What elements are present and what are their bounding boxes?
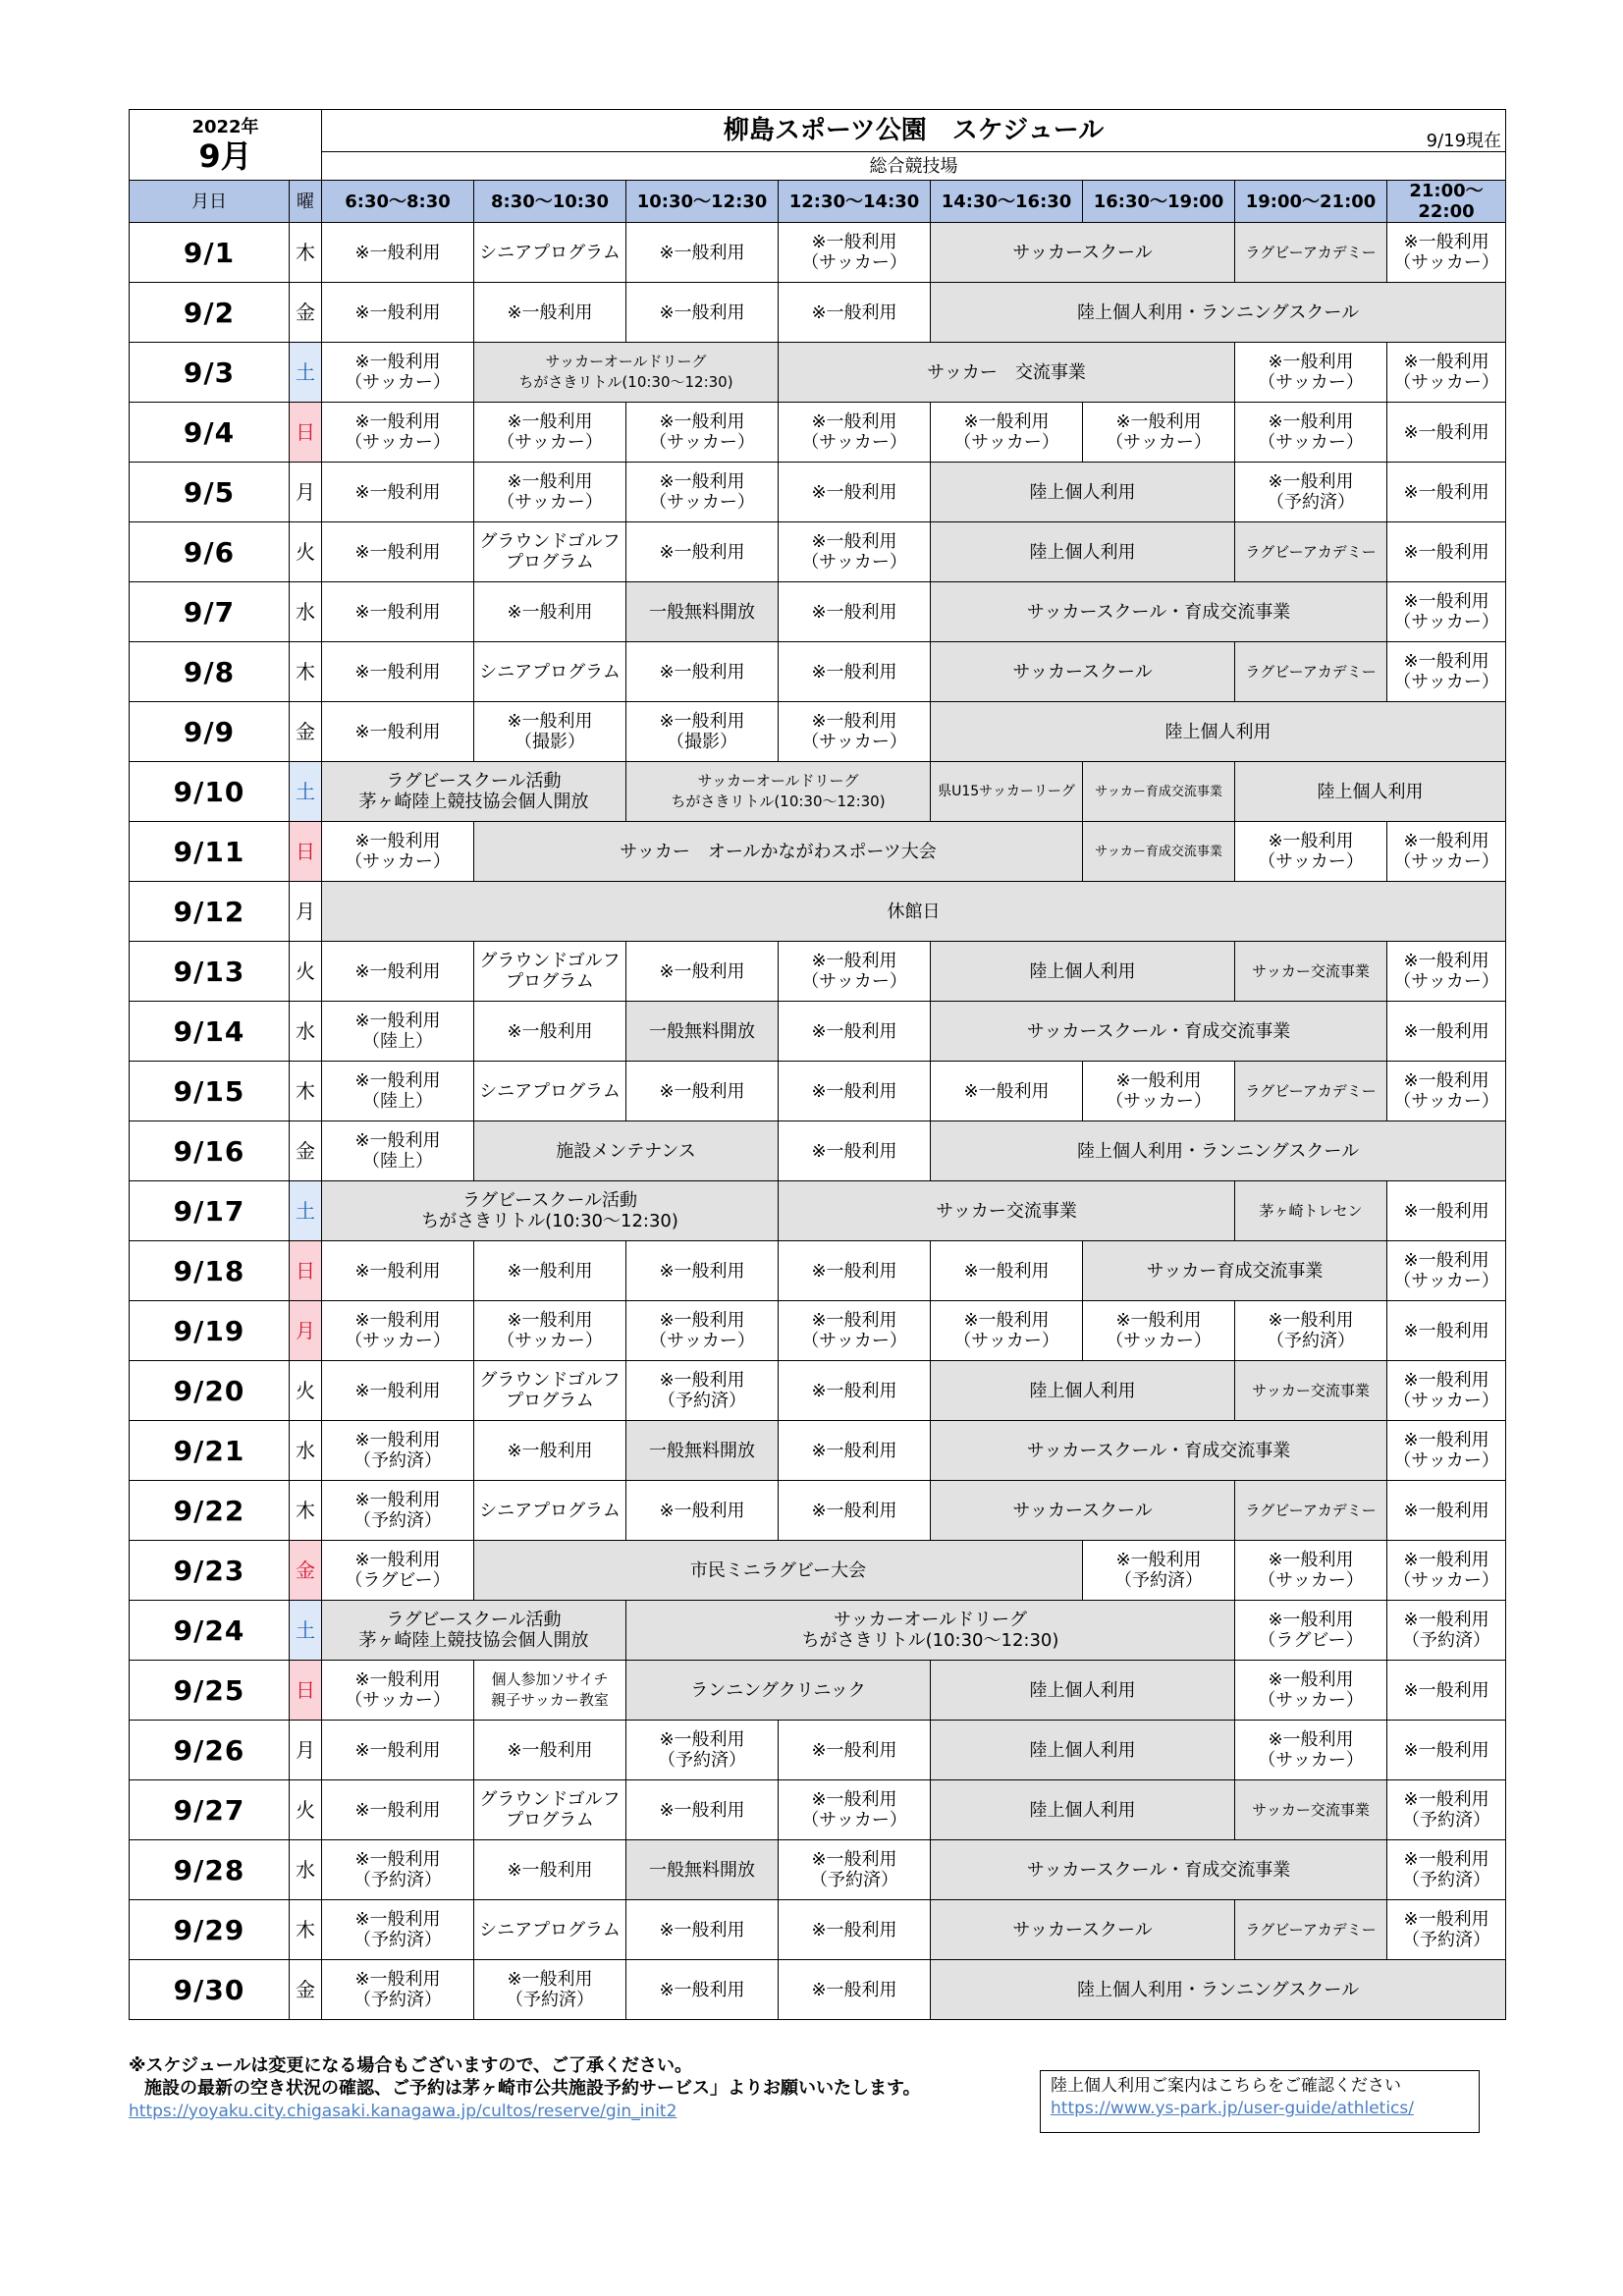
column-header-dow: 曜 [290,181,322,223]
slot-cell: サッカー交流事業 [1235,1361,1387,1421]
slot-cell: サッカー交流事業 [1235,942,1387,1002]
event-block: サッカー 交流事業 [779,343,1235,403]
schedule-row [130,702,1506,762]
weekday-cell: 金 [290,1121,322,1181]
slot-cell: ※一般利用 [322,283,474,343]
event-block: サッカー オールかながわスポーツ大会 [474,822,1083,882]
schedule-row [130,283,1506,343]
event-block: サッカーオールドリーグ ちがさきリトル(10:30～12:30) [626,1601,1235,1661]
slot-cell: ※一般利用 [931,1241,1083,1301]
slot-cell: ※一般利用 （サッカー） [1387,822,1506,882]
slot-cell: ※一般利用 [779,1062,931,1121]
event-block: サッカースクール [931,642,1235,702]
note-reservation: 施設の最新の空き状況の確認、ご予約は茅ヶ崎市公共施設予約サービス」よりお願いいたします。 [144,2078,921,2099]
schedule-row [130,463,1506,522]
event-block: 陸上個人利用 [931,1361,1235,1421]
slot-cell: ※一般利用 [1387,463,1506,522]
date-cell: 9/29 [130,1900,290,1960]
reservation-link[interactable]: https://yoyaku.city.chigasaki.kanagawa.jp/cultos/reserve/gin_init2 [129,2102,677,2121]
slot-cell: ※一般利用 （サッカー） [1387,343,1506,403]
slot-cell: ※一般利用 （サッカー） [1235,1661,1387,1721]
year-label: 2022年 [191,116,259,137]
weekday-cell: 金 [290,283,322,343]
column-header-slot: 21:00～22:00 [1387,181,1506,223]
slot-cell: ラグビーアカデミー [1235,223,1387,283]
date-cell: 9/20 [130,1361,290,1421]
slot-cell: ※一般利用 （サッカー） [1387,1361,1506,1421]
weekday-cell: 水 [290,1840,322,1900]
date-cell: 9/11 [130,822,290,882]
weekday-cell: 土 [290,1601,322,1661]
slot-cell: ※一般利用 （サッカー） [1387,1241,1506,1301]
slot-cell: ※一般利用 [779,1481,931,1541]
date-cell: 9/17 [130,1181,290,1241]
slot-cell: ※一般利用 （サッカー） [931,1301,1083,1361]
slot-cell: ※一般利用 [474,1002,626,1062]
date-cell: 9/10 [130,762,290,822]
slot-cell: 一般無料開放 [626,1840,779,1900]
slot-cell: 一般無料開放 [626,1002,779,1062]
slot-cell: ※一般利用 （予約済） [474,1960,626,2020]
slot-cell: ※一般利用 （サッカー） [626,403,779,463]
slot-cell: ※一般利用 [779,642,931,702]
schedule-row [130,1002,1506,1062]
slot-cell: ※一般利用 （サッカー） [779,403,931,463]
schedule-row [130,223,1506,283]
event-block: 市民ミニラグビー大会 [474,1541,1083,1601]
slot-cell: ※一般利用 [322,1361,474,1421]
slot-cell: ※一般利用 （予約済） [626,1721,779,1780]
weekday-cell: 木 [290,1062,322,1121]
slot-cell: ※一般利用 [1387,1181,1506,1241]
slot-cell: ※一般利用 （サッカー） [779,1780,931,1840]
slot-cell: ※一般利用 [626,1900,779,1960]
event-block: サッカースクール・育成交流事業 [931,1421,1387,1481]
weekday-cell: 月 [290,1721,322,1780]
schedule-table [129,109,1506,2020]
date-cell: 9/14 [130,1002,290,1062]
slot-cell: ※一般利用 （サッカー） [1235,1721,1387,1780]
event-block: サッカー育成交流事業 [1083,1241,1387,1301]
event-block: ラグビースクール活動 ちがさきリトル(10:30～12:30) [322,1181,779,1241]
slot-cell: ※一般利用 （予約済） [1387,1840,1506,1900]
date-cell: 9/13 [130,942,290,1002]
event-block: サッカースクール [931,223,1235,283]
slot-cell: ※一般利用 （サッカー） [1387,223,1506,283]
weekday-cell: 日 [290,1241,322,1301]
schedule-row [130,1361,1506,1421]
slot-cell: ※一般利用 [474,1840,626,1900]
slot-cell: ※一般利用 [474,283,626,343]
event-block: 陸上個人利用・ランニングスクール [931,283,1506,343]
slot-cell: ※一般利用 [626,942,779,1002]
slot-cell: ※一般利用 （予約済） [322,1840,474,1900]
date-cell: 9/7 [130,582,290,642]
slot-cell: ※一般利用 （撮影） [626,702,779,762]
slot-cell: ラグビーアカデミー [1235,1062,1387,1121]
slot-cell: ラグビーアカデミー [1235,1900,1387,1960]
slot-cell: ※一般利用 （予約済） [1387,1900,1506,1960]
weekday-cell: 水 [290,1002,322,1062]
date-cell: 9/1 [130,223,290,283]
slot-cell: ※一般利用 [1387,1661,1506,1721]
page-title [322,110,1506,152]
weekday-cell: 木 [290,642,322,702]
slot-cell: ※一般利用 [779,1121,931,1181]
slot-cell: ※一般利用 [779,1421,931,1481]
date-cell: 9/27 [130,1780,290,1840]
slot-cell: ※一般利用 （サッカー） [1083,1301,1235,1361]
event-block: ランニングクリニック [626,1661,931,1721]
slot-cell: シニアプログラム [474,223,626,283]
event-block: サッカー交流事業 [779,1181,1235,1241]
column-header-slot: 19:00～21:00 [1235,181,1387,223]
schedule-row [130,942,1506,1002]
slot-cell: ※一般利用 [474,582,626,642]
event-block: サッカースクール・育成交流事業 [931,1840,1387,1900]
weekday-cell: 火 [290,522,322,582]
slot-cell: ※一般利用 [626,1062,779,1121]
slot-cell: ※一般利用 （サッカー） [474,403,626,463]
event-block: 陸上個人利用 [1235,762,1506,822]
event-block: 陸上個人利用 [931,942,1235,1002]
athletics-info-link[interactable]: https://www.ys-park.jp/user-guide/athletics/ [1051,2099,1414,2118]
slot-cell: ※一般利用 （サッカー） [779,942,931,1002]
date-cell: 9/16 [130,1121,290,1181]
slot-cell: ※一般利用 （サッカー） [322,822,474,882]
date-cell: 9/3 [130,343,290,403]
date-cell: 9/23 [130,1541,290,1601]
slot-cell: ※一般利用 [322,522,474,582]
weekday-cell: 月 [290,1301,322,1361]
date-cell: 9/21 [130,1421,290,1481]
slot-cell: ※一般利用 （予約済） [1387,1780,1506,1840]
slot-cell: ※一般利用 （サッカー） [322,343,474,403]
event-block: サッカースクール [931,1900,1235,1960]
date-cell: 9/12 [130,882,290,942]
date-cell: 9/19 [130,1301,290,1361]
slot-cell: ※一般利用 （予約済） [1235,1301,1387,1361]
schedule-row [130,1481,1506,1541]
slot-cell: ※一般利用 [626,1241,779,1301]
slot-cell: グラウンドゴルフ プログラム [474,942,626,1002]
date-cell: 9/5 [130,463,290,522]
weekday-cell: 土 [290,343,322,403]
slot-cell: ※一般利用 （陸上） [322,1002,474,1062]
month-label [130,110,322,181]
slot-cell: ※一般利用 [1387,1002,1506,1062]
slot-cell: ※一般利用 [322,463,474,522]
slot-cell: ※一般利用 [322,642,474,702]
event-block: サッカーオールドリーグ ちがさきリトル(10:30～12:30) [474,343,779,403]
slot-cell: ※一般利用 [322,942,474,1002]
schedule-row [130,1840,1506,1900]
slot-cell: ※一般利用 [931,1062,1083,1121]
slot-cell: ※一般利用 [474,1421,626,1481]
slot-cell: 一般無料開放 [626,582,779,642]
slot-cell: ※一般利用 [779,1002,931,1062]
slot-cell: ※一般利用 [322,582,474,642]
schedule-row [130,343,1506,403]
slot-cell: シニアプログラム [474,642,626,702]
slot-cell: ※一般利用 [322,702,474,762]
date-cell: 9/26 [130,1721,290,1780]
event-block: 陸上個人利用・ランニングスクール [931,1960,1506,2020]
event-block: ラグビースクール活動 茅ヶ崎陸上競技協会個人開放 [322,1601,626,1661]
schedule-row [130,1541,1506,1601]
venue-label: 総合競技場 [322,152,1506,181]
schedule-row [130,762,1506,822]
event-block: 陸上個人利用 [931,1661,1235,1721]
slot-cell: ※一般利用 [779,582,931,642]
slot-cell: シニアプログラム [474,1900,626,1960]
slot-cell: ※一般利用 [626,1780,779,1840]
slot-cell: ※一般利用 （予約済） [779,1840,931,1900]
weekday-cell: 月 [290,882,322,942]
weekday-cell: 日 [290,1661,322,1721]
event-block: サッカースクール・育成交流事業 [931,582,1387,642]
date-cell: 9/4 [130,403,290,463]
slot-cell: ※一般利用 （予約済） [1235,463,1387,522]
slot-cell: グラウンドゴルフ プログラム [474,522,626,582]
slot-cell: ※一般利用 [322,1780,474,1840]
schedule-row [130,1121,1506,1181]
event-block: 陸上個人利用 [931,702,1506,762]
slot-cell: サッカー育成交流事業 [1083,762,1235,822]
slot-cell: ラグビーアカデミー [1235,642,1387,702]
slot-cell: ※一般利用 （予約済） [322,1900,474,1960]
slot-cell: ※一般利用 （サッカー） [779,1301,931,1361]
slot-cell: ※一般利用 （撮影） [474,702,626,762]
date-cell: 9/8 [130,642,290,702]
slot-cell: ※一般利用 （サッカー） [322,1301,474,1361]
slot-cell: 茅ヶ崎トレセン [1235,1181,1387,1241]
slot-cell: サッカー育成交流事業 [1083,822,1235,882]
slot-cell: ※一般利用 （予約済） [626,1361,779,1421]
schedule-row [130,1601,1506,1661]
slot-cell: ※一般利用 [779,1241,931,1301]
slot-cell: ※一般利用 （サッカー） [322,403,474,463]
slot-cell: ※一般利用 （サッカー） [1387,1541,1506,1601]
schedule-row [130,1241,1506,1301]
schedule-row [130,1900,1506,1960]
slot-cell: ※一般利用 [779,1361,931,1421]
slot-cell: ※一般利用 [779,1900,931,1960]
weekday-cell: 木 [290,1900,322,1960]
slot-cell: ※一般利用 （サッカー） [1235,1541,1387,1601]
date-cell: 9/15 [130,1062,290,1121]
slot-cell: ※一般利用 [1387,522,1506,582]
slot-cell: 一般無料開放 [626,1421,779,1481]
event-block: 陸上個人利用 [931,522,1235,582]
date-cell: 9/28 [130,1840,290,1900]
weekday-cell: 土 [290,1181,322,1241]
slot-cell: ※一般利用 [626,1960,779,2020]
slot-cell: サッカー交流事業 [1235,1780,1387,1840]
slot-cell: ※一般利用 [1387,403,1506,463]
column-header-slot: 10:30～12:30 [626,181,779,223]
weekday-cell: 日 [290,822,322,882]
slot-cell: ※一般利用 [1387,1481,1506,1541]
date-cell: 9/30 [130,1960,290,2020]
slot-cell: ※一般利用 [322,223,474,283]
slot-cell: シニアプログラム [474,1062,626,1121]
as-of-date: 9/19現在 [1426,131,1502,151]
schedule-row [130,882,1506,942]
notes-section [129,2054,1071,2123]
schedule-row [130,1960,1506,2020]
slot-cell: シニアプログラム [474,1481,626,1541]
slot-cell: ※一般利用 （サッカー） [1387,1421,1506,1481]
slot-cell: ラグビーアカデミー [1235,1481,1387,1541]
weekday-cell: 火 [290,1780,322,1840]
event-block: 陸上個人利用 [931,463,1235,522]
slot-cell: ※一般利用 （サッカー） [1387,642,1506,702]
schedule-row [130,1721,1506,1780]
slot-cell: ※一般利用 [474,1721,626,1780]
note-change: ※スケジュールは変更になる場合もございますので、ご了承ください。 [129,2055,693,2076]
date-cell: 9/22 [130,1481,290,1541]
slot-cell: ※一般利用 [322,1241,474,1301]
slot-cell: ※一般利用 [779,1721,931,1780]
column-header-slot: 14:30～16:30 [931,181,1083,223]
date-cell: 9/2 [130,283,290,343]
slot-cell: ※一般利用 （予約済） [1083,1541,1235,1601]
schedule-row [130,582,1506,642]
schedule-row [130,1780,1506,1840]
weekday-cell: 水 [290,582,322,642]
slot-cell: ※一般利用 （陸上） [322,1121,474,1181]
weekday-cell: 金 [290,702,322,762]
slot-cell: ※一般利用 （サッカー） [1235,822,1387,882]
event-block: サッカースクール [931,1481,1235,1541]
column-header-slot: 8:30～10:30 [474,181,626,223]
slot-cell: ※一般利用 （サッカー） [1387,942,1506,1002]
slot-cell: ※一般利用 （サッカー） [931,403,1083,463]
weekday-cell: 水 [290,1421,322,1481]
slot-cell: ※一般利用 （サッカー） [474,463,626,522]
weekday-cell: 金 [290,1960,322,2020]
slot-cell: ※一般利用 [779,1960,931,2020]
column-header-date: 月日 [130,181,290,223]
date-cell: 9/9 [130,702,290,762]
month-value: 9月 [198,137,252,175]
slot-cell: ※一般利用 （サッカー） [626,463,779,522]
schedule-row [130,403,1506,463]
slot-cell: ※一般利用 （サッカー） [1235,403,1387,463]
weekday-cell: 火 [290,942,322,1002]
title-text: 柳島スポーツ公園 スケジュール [723,115,1105,145]
slot-cell: ※一般利用 （ラグビー） [322,1541,474,1601]
slot-cell: ※一般利用 [779,463,931,522]
slot-cell: ※一般利用 （サッカー） [1235,343,1387,403]
slot-cell: ※一般利用 [626,223,779,283]
schedule-row [130,522,1506,582]
event-block: 陸上個人利用 [931,1721,1235,1780]
slot-cell: ※一般利用 [626,642,779,702]
athletics-info-text: 陸上個人利用ご案内はこちらをご確認ください [1051,2076,1401,2096]
slot-cell: ※一般利用 （サッカー） [1083,403,1235,463]
slot-cell: ※一般利用 （サッカー） [322,1661,474,1721]
slot-cell: ※一般利用 （サッカー） [1387,582,1506,642]
schedule-row [130,1661,1506,1721]
slot-cell: ※一般利用 [779,283,931,343]
date-cell: 9/18 [130,1241,290,1301]
event-block: サッカースクール・育成交流事業 [931,1002,1387,1062]
slot-cell: ※一般利用 [626,283,779,343]
schedule-row [130,1421,1506,1481]
slot-cell: ※一般利用 （サッカー） [474,1301,626,1361]
slot-cell: ※一般利用 （サッカー） [1083,1062,1235,1121]
weekday-cell: 日 [290,403,322,463]
weekday-cell: 金 [290,1541,322,1601]
slot-cell: 県U15サッカーリーグ [931,762,1083,822]
schedule-row [130,1301,1506,1361]
event-block: ラグビースクール活動 茅ヶ崎陸上競技協会個人開放 [322,762,626,822]
schedule-row [130,822,1506,882]
column-header-slot: 6:30～8:30 [322,181,474,223]
slot-cell: ※一般利用 （サッカー） [779,522,931,582]
weekday-cell: 月 [290,463,322,522]
slot-cell: ※一般利用 （陸上） [322,1062,474,1121]
slot-cell: ※一般利用 [474,1241,626,1301]
column-header-slot: 16:30～19:00 [1083,181,1235,223]
date-cell: 9/6 [130,522,290,582]
column-header-slot: 12:30～14:30 [779,181,931,223]
slot-cell: ※一般利用 [1387,1301,1506,1361]
event-block: 陸上個人利用・ランニングスクール [931,1121,1506,1181]
schedule-row [130,1181,1506,1241]
schedule-row [130,1062,1506,1121]
slot-cell: ※一般利用 （予約済） [322,1421,474,1481]
event-block: サッカーオールドリーグ ちがさきリトル(10:30～12:30) [626,762,931,822]
slot-cell: ※一般利用 （予約済） [322,1481,474,1541]
athletics-info-box [1040,2070,1480,2133]
slot-cell: グラウンドゴルフ プログラム [474,1780,626,1840]
slot-cell: ※一般利用 [322,1721,474,1780]
slot-cell: ※一般利用 （サッカー） [779,223,931,283]
weekday-cell: 木 [290,1481,322,1541]
slot-cell: グラウンドゴルフ プログラム [474,1361,626,1421]
date-cell: 9/24 [130,1601,290,1661]
weekday-cell: 火 [290,1361,322,1421]
slot-cell: ※一般利用 （サッカー） [779,702,931,762]
event-block: 施設メンテナンス [474,1121,779,1181]
slot-cell: ※一般利用 （サッカー） [1387,1062,1506,1121]
weekday-cell: 土 [290,762,322,822]
slot-cell: ※一般利用 （予約済） [322,1960,474,2020]
event-block: 陸上個人利用 [931,1780,1235,1840]
event-block: 休館日 [322,882,1506,942]
slot-cell: ※一般利用 [626,522,779,582]
schedule-row [130,642,1506,702]
slot-cell: ラグビーアカデミー [1235,522,1387,582]
weekday-cell: 木 [290,223,322,283]
slot-cell: ※一般利用 （サッカー） [626,1301,779,1361]
slot-cell: ※一般利用 （ラグビー） [1235,1601,1387,1661]
slot-cell: 個人参加ソサイチ 親子サッカー教室 [474,1661,626,1721]
slot-cell: ※一般利用 [1387,1721,1506,1780]
date-cell: 9/25 [130,1661,290,1721]
slot-cell: ※一般利用 [626,1481,779,1541]
slot-cell: ※一般利用 （予約済） [1387,1601,1506,1661]
